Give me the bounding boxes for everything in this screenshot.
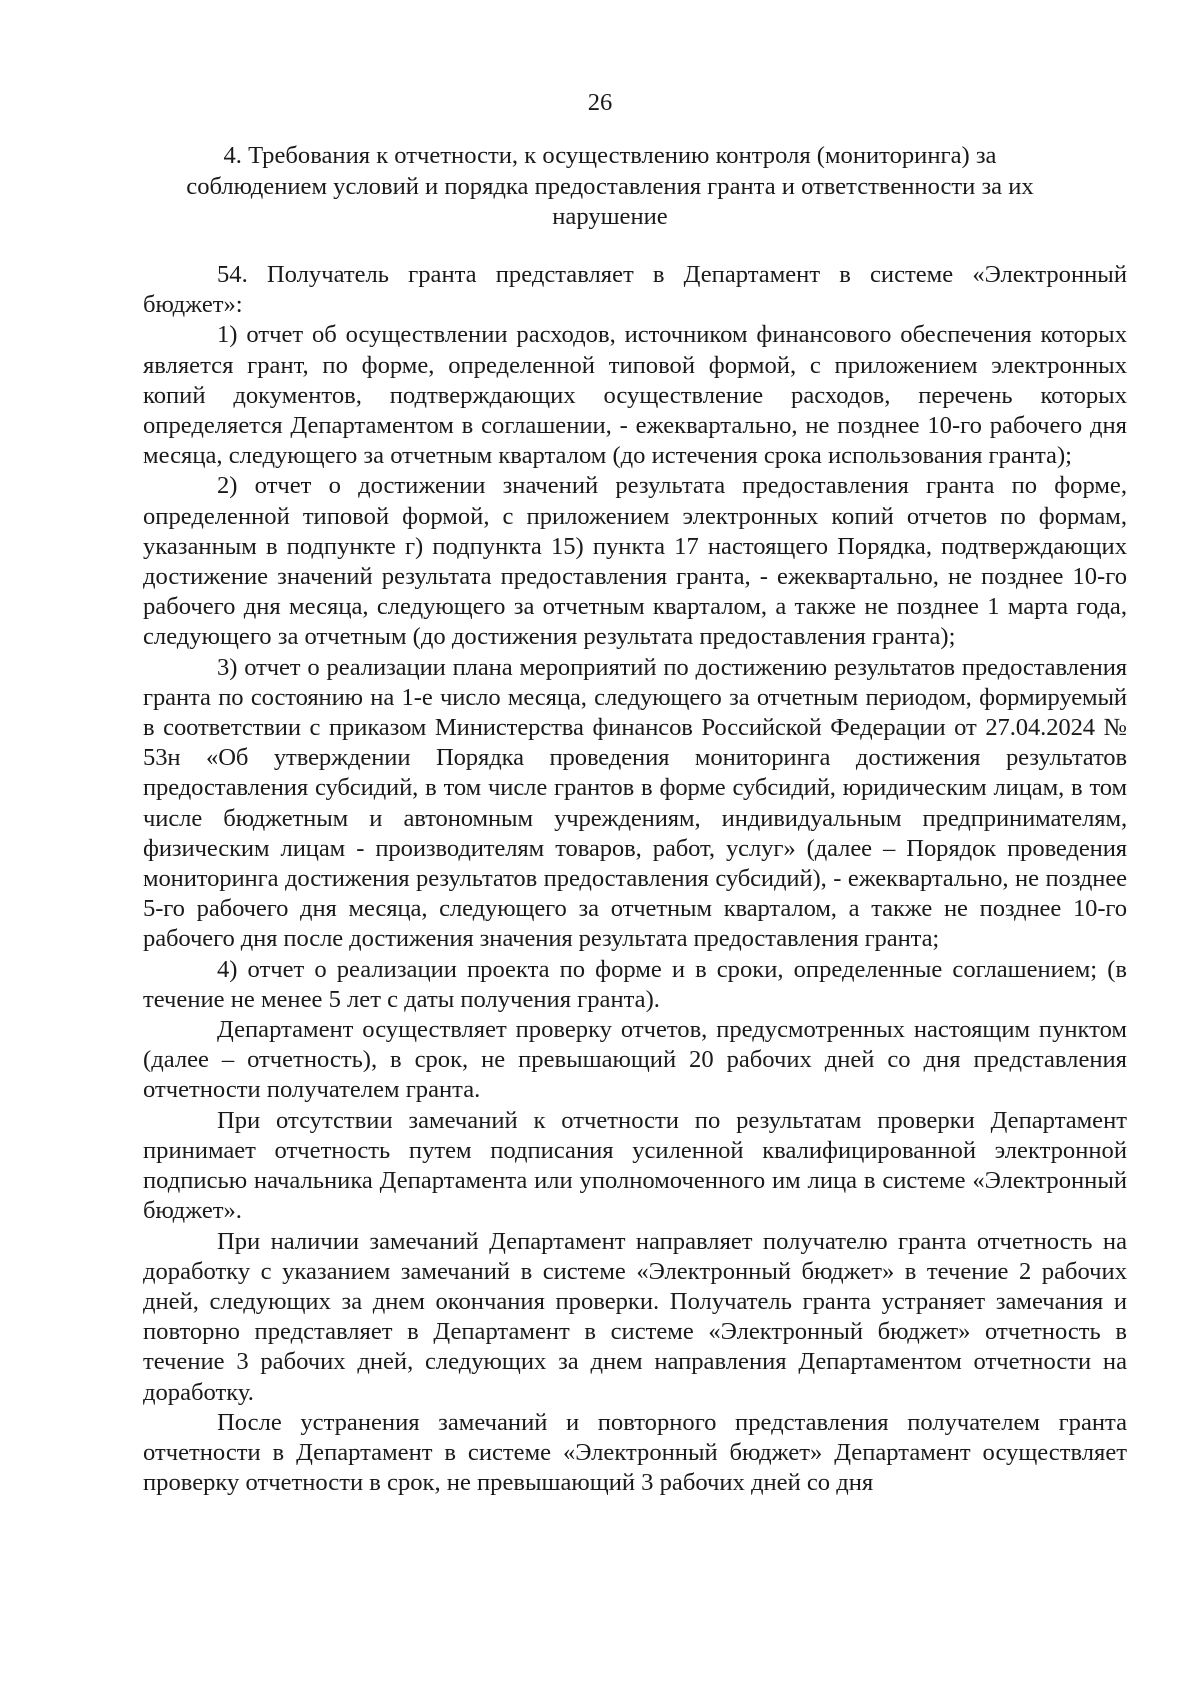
paragraph-remarks: При наличии замечаний Департамент направляет получателю гранта отчетность на доработку с указанием замечаний в системе «Электронный бюджет» в течение 2 рабочих дней, следующих за днем окончания проверки. Получатель гранта устраняет замечания и повторно представляет в Департамент в системе «Электронный бюджет» отчетность в течение 3 рабочих дней, следующих за днем направления Департаментом отчетности на доработку. bbox=[143, 1227, 1127, 1406]
page-number: 26 bbox=[587, 89, 613, 116]
paragraph-item-2: 2) отчет о достижении значений результата предоставления гранта по форме, определенной типовой формой, с приложением электронных копий отчетов по формам, указанным в подпункте г) подпункта 15) пункта 17 настоящего Порядка, подтверждающих достижение значений результата предоставления гранта, - ежеквартально, не позднее 10-го рабочего дня месяца, следующего за отчетным кварталом, а также не позднее 1 марта года, следующего за отчетным (до достижения результата предоставления гранта); bbox=[143, 472, 1127, 651]
section-heading-line-3: нарушение bbox=[552, 203, 668, 230]
section-heading-line-2: соблюдением условий и порядка предоставления гранта и ответственности за их bbox=[186, 172, 1034, 200]
section-heading bbox=[160, 141, 1060, 233]
paragraph-item-4: 4) отчет о реализации проекта по форме и в сроки, определенные соглашением; (в течение не менее 5 лет с даты получения гранта). bbox=[143, 955, 1127, 1013]
paragraph-item-3: 3) отчет о реализации плана мероприятий по достижению результатов предоставления гранта по состоянию на 1-е число месяца, следующего за отчетным периодом, формируемый в соответствии с приказом Министерства финансов Российской Федерации от 27.04.2024 № 53н «Об утверждении Порядка проведения мониторинга достижения результатов предоставления субсидий, в том числе грантов в форме субсидий, юридическим лицам, в том числе бюджетным и автономным учреждениям, индивидуальным предпринимателям, физическим лицам - производителям товаров, работ, услуг» (далее – Порядок проведения мониторинга достижения результатов предоставления субсидий), - ежеквартально, не позднее 5-го рабочего дня месяца, следующего за отчетным кварталом, а также не позднее 10-го рабочего дня после достижения значения результата предоставления гранта; bbox=[143, 653, 1127, 953]
section-heading-line-1: 4. Требования к отчетности, к осуществлению контроля (мониторинга) за bbox=[223, 142, 997, 169]
paragraph-item-1: 1) отчет об осуществлении расходов, источником финансового обеспечения которых является грант, по форме, определенной типовой формой, с приложением электронных копий документов, подтверждающих осуществление расходов, перечень которых определяется Департаментом в соглашении, - ежеквартально, не позднее 10-го рабочего дня месяца, следующего за отчетным кварталом (до истечения срока использования гранта); bbox=[143, 321, 1127, 470]
paragraph-54-intro: 54. Получатель гранта представляет в Департамент в системе «Электронный бюджет»: bbox=[143, 261, 1127, 319]
paragraph-verification: Департамент осуществляет проверку отчетов, предусмотренных настоящим пунктом (далее – отчетность), в срок, не превышающий 20 рабочих дней со дня представления отчетности получателем гранта. bbox=[143, 1016, 1127, 1104]
paragraph-resubmission: После устранения замечаний и повторного представления получателем гранта отчетности в Департамент в системе «Электронный бюджет» Департамент осуществляет проверку отчетности в срок, не превышающий 3 рабочих дней со дня bbox=[143, 1408, 1127, 1497]
body-text bbox=[143, 260, 1127, 1498]
paragraph-acceptance: При отсутствии замечаний к отчетности по результатам проверки Департамент принимает отчетность путем подписания усиленной квалифицированной электронной подписью начальника Департамента или уполномоченного им лица в системе «Электронный бюджет». bbox=[143, 1106, 1127, 1225]
